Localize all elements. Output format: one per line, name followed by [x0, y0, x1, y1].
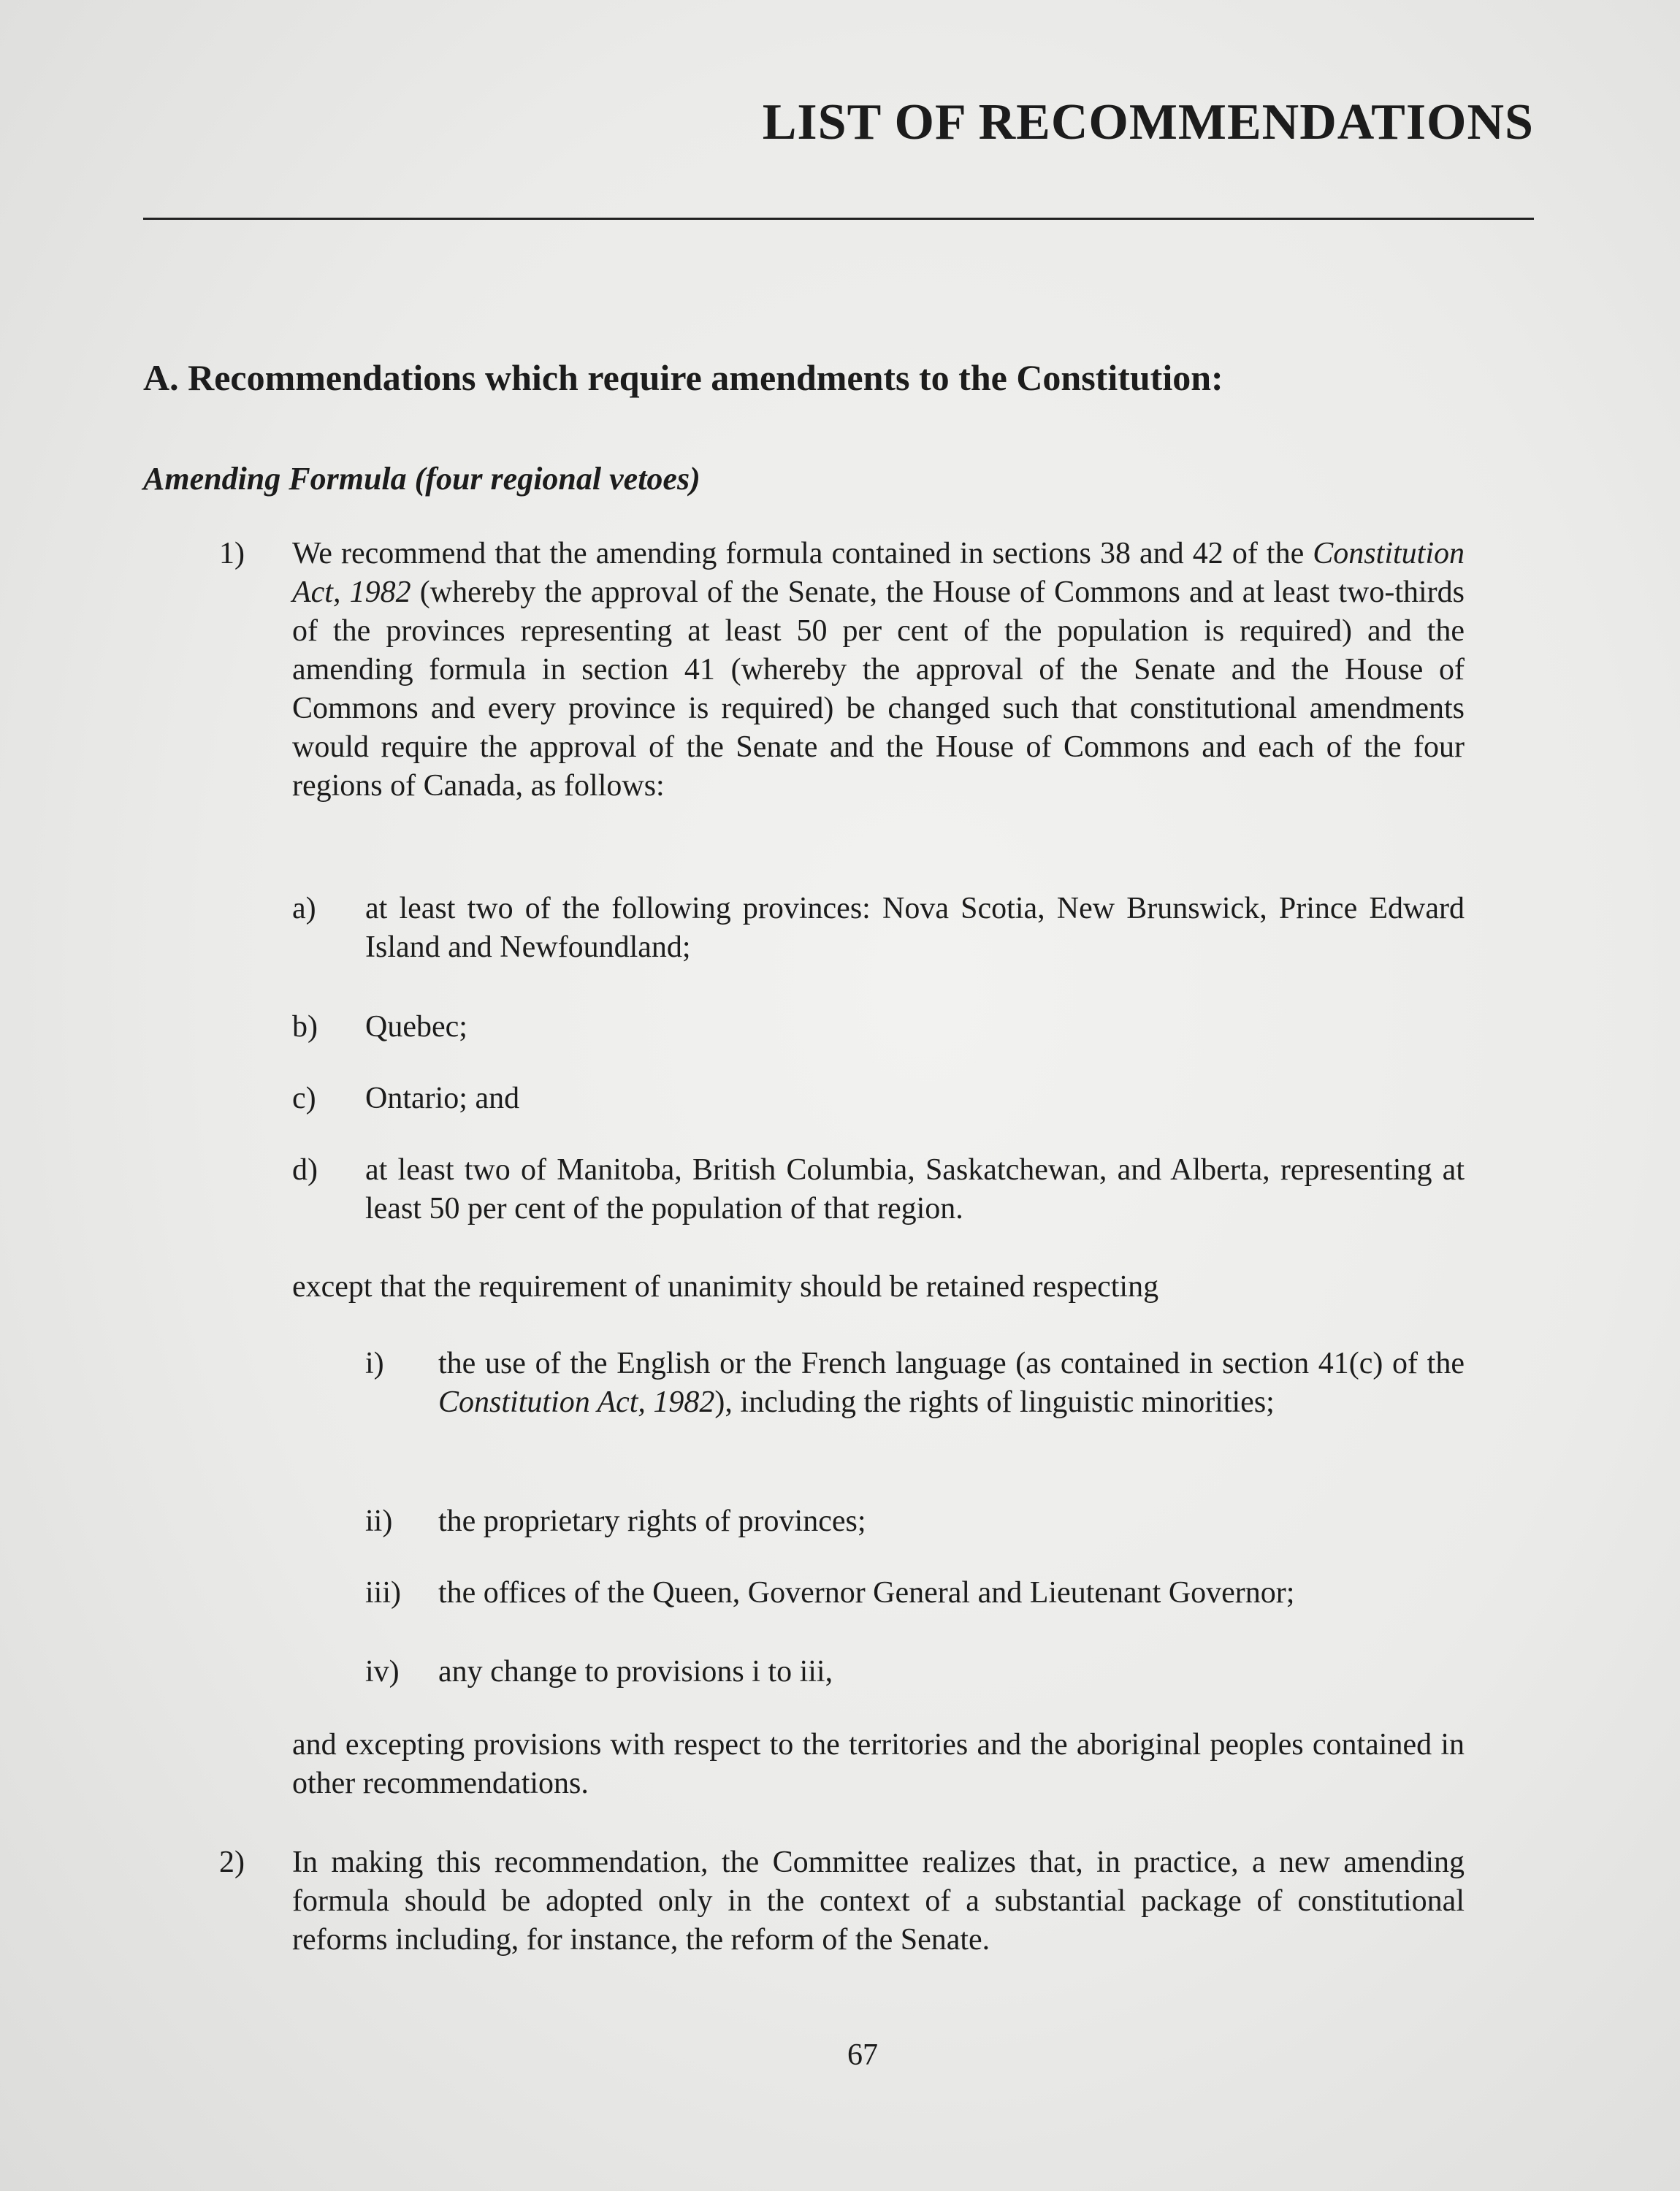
unanimity-text: the offices of the Queen, Governor General and Lieutenant Governor; [438, 1576, 1295, 1610]
act-title: Constitution Act, 1982 [292, 537, 1465, 609]
page-number: 67 [847, 2038, 878, 2072]
unanimity-intro: except that the requirement of unanimity should be retained respecting [292, 1270, 1159, 1304]
unanimity-label: i) [365, 1347, 384, 1380]
recommendation-number: 1) [219, 537, 245, 570]
page-title: LIST OF RECOMMENDATIONS [762, 94, 1534, 150]
unanimity-text: the use of the English or the French language (as contained in section 41(c) of the Constitution Act, 1982), including the rights of linguistic minorities; [438, 1347, 1465, 1419]
subheading: Amending Formula (four regional vetoes) [143, 461, 700, 497]
recommendation-text: We recommend that the amending formula contained in sections 38 and 42 of the Constitution Act, 1982 (whereby the approval of the Senate, the House of Commons and at least two-thirds of the provinces representing at least 50 per cent of the population is required) and the amending formula in section 41 (whereby the approval of the Senate and the House of Commons and every province is required) be changed such that constitutional amendments would require the approval of the Senate and the House of Commons and each of the four regions of Canada, as follows: [292, 537, 1465, 803]
region-label: c) [292, 1082, 316, 1115]
unanimity-label: iii) [365, 1576, 401, 1610]
unanimity-label: ii) [365, 1504, 393, 1538]
region-text: at least two of the following provinces: Nova Scotia, New Brunswick, Prince Edward Island and Newfoundland; [365, 892, 1465, 964]
region-label: d) [292, 1153, 318, 1187]
region-text: Quebec; [365, 1010, 467, 1044]
act-title: Constitution Act, 1982 [438, 1385, 715, 1419]
excepting-text: and excepting provisions with respect to the territories and the aboriginal peoples contained in other recommendations. [292, 1728, 1465, 1800]
title-rule [143, 218, 1534, 220]
unanimity-text: any change to provisions i to iii, [438, 1655, 833, 1689]
region-label: b) [292, 1010, 318, 1044]
unanimity-text: the proprietary rights of provinces; [438, 1504, 866, 1538]
region-text: Ontario; and [365, 1082, 520, 1115]
recommendation-number: 2) [219, 1846, 245, 1879]
unanimity-label: iv) [365, 1655, 400, 1689]
section-heading: A. Recommendations which require amendments to the Constitution: [143, 357, 1223, 398]
region-text: at least two of Manitoba, British Columbia, Saskatchewan, and Alberta, representing at least 50 per cent of the population of that region. [365, 1153, 1465, 1225]
region-label: a) [292, 892, 316, 925]
recommendation-text: In making this recommendation, the Committee realizes that, in practice, a new amending formula should be adopted only in the context of a substantial package of constitutional reforms including, for instance, the reform of the Senate. [292, 1846, 1465, 1957]
